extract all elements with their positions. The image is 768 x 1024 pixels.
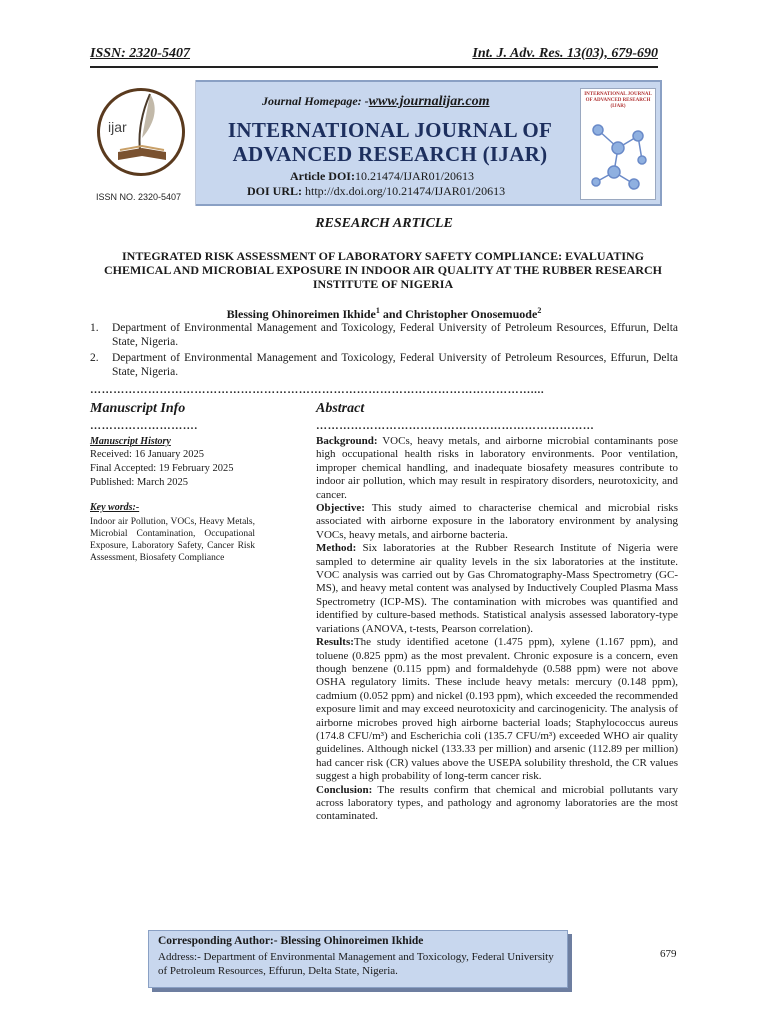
affiliation-number: 2. xyxy=(90,352,99,364)
corresponding-address: Address:- Department of Environmental Management and Toxicology, Federal University of Petroleum Resources, Effurun, Delta State, Nigeria. xyxy=(158,951,554,977)
doi-label: Article DOI: xyxy=(290,169,355,183)
method-text: Six laboratories at the Rubber Research Institute of Nigeria were sampled to determine air quality levels in the six laboratories at the institute. VOC analysis was carried out by Gas Chromatography-Mass Spectrometry (GC-MS), and heavy metal content was analysed by Inductively Coupled Plasma Mass Spectrometry (ICP-MS). The contamination with microbes was quantified and identified by culture-based methods. Statistical analysis assessed laboratory-type variations (ANOVA, t-tests, Pearson correlation). xyxy=(316,542,678,635)
issn-label: ISSN: 2320-5407 xyxy=(90,46,190,61)
received-date: Received: 16 January 2025 xyxy=(90,449,205,460)
affiliation-text: Department of Environmental Management and Toxicology, Federal University of Petroleum Resources, Effurun, Delta State, Nigeria. xyxy=(112,352,678,378)
manuscript-separator: ………………………. xyxy=(90,420,198,432)
homepage-link[interactable]: www.journalijar.com xyxy=(368,94,490,109)
objective-text: This study aimed to characterise chemical and microbial risks associated with airborne exposure in the laboratory environment by analysing VOCs, heavy metals, and airborne bacteria. xyxy=(316,502,678,541)
affiliation-2 xyxy=(90,351,678,379)
background-label: Background: xyxy=(316,435,378,447)
manuscript-info-heading: Manuscript Info xyxy=(90,401,186,416)
abstract-body xyxy=(316,435,678,824)
affiliation-number: 1. xyxy=(90,322,99,334)
keywords-label: Key words:- xyxy=(90,502,140,513)
logo-text: ijar xyxy=(108,119,127,135)
author-2: and Christopher Onosemuode xyxy=(379,307,538,321)
journal-homepage xyxy=(262,94,490,110)
abstract-conclusion xyxy=(316,784,678,824)
logo-issn: ISSN NO. 2320-5407 xyxy=(96,192,182,202)
article-doi xyxy=(290,169,474,184)
method-label: Method: xyxy=(316,542,357,555)
keywords: Indoor air Pollution, VOCs, Heavy Metals, Microbial Contamination, Occupational Exposure, Laboratory Safety, Cancer Risk Assessment, Biosafety Compliance xyxy=(90,517,255,563)
author-line xyxy=(0,306,768,322)
published-date: Published: March 2025 xyxy=(90,477,188,488)
background-text: VOCs, heavy metals, and airborne microbial contaminants pose high occupational health risks in laboratory environments. Poor ventilation, improper chemical handling, and inadequate biosafety measures contribute to indoor air pollution, which may result in respiratory disorders, neurotoxicity, and cancer. xyxy=(316,435,678,501)
journal-title-line2: ADVANCED RESEARCH (IJAR) xyxy=(232,142,548,166)
doi-value: 10.21474/IJAR01/20613 xyxy=(354,169,474,183)
article-title: INTEGRATED RISK ASSESSMENT OF LABORATORY SAFETY COMPLIANCE: EVALUATING CHEMICAL AND MICROBIAL EXPOSURE IN INDOOR AIR QUALITY AT THE RUBBER RESEARCH INSTITUTE OF NIGERIA xyxy=(104,249,662,291)
manuscript-history-label: Manuscript History xyxy=(90,436,171,447)
results-label: Results: xyxy=(316,636,354,649)
results-text: The study identified acetone (1.475 ppm), xylene (1.167 ppm), and toluene (0.825 ppm) as the most prevalent. Chronic exposure is a concern, even though benzene (0.115 ppm) and formaldehyde (0.588 ppm) were not above OSHA regulatory limits. These include heavy metals: mercury (0.148 ppm), cadmium (0.052 ppm) and nickel (0.193 ppm), which exceeded the recommended exposure limit and may exceed neurotoxicity and carcinogenicity. The analysis of airborne microbes proved high airborne bacterial loads; Staphylococcus aureus (174.8 CFU/m³) and Escherichia coli (135.7 CFU/m³) exceeded WHO air quality guidelines. Although nickel (133.33 per million) and arsenic (112.89 per million) had cancer risk (CR) values above the USEPA solubility threshold, the CR values suggest a high probability of long-term cancer risk. xyxy=(316,636,678,783)
abstract-separator: ……………………………………………………………… xyxy=(316,420,595,432)
article-type: RESEARCH ARTICLE xyxy=(315,216,453,231)
abstract-background xyxy=(316,435,678,502)
molecule-graphic-icon xyxy=(588,118,648,194)
doi-url-value[interactable]: http://dx.doi.org/10.21474/IJAR01/20613 xyxy=(305,184,506,198)
doi-url-label: DOI URL: xyxy=(247,184,303,198)
abstract-method xyxy=(316,542,678,636)
journal-title-line1: INTERNATIONAL JOURNAL OF xyxy=(227,118,553,142)
abstract-results xyxy=(316,636,678,783)
abstract-heading: Abstract xyxy=(316,401,365,416)
accepted-date: Final Accepted: 19 February 2025 xyxy=(90,463,234,474)
objective-label: Objective: xyxy=(316,502,365,515)
page-number: 679 xyxy=(660,948,677,960)
journal-citation: Int. J. Adv. Res. 13(03), 679-690 xyxy=(472,46,658,61)
homepage-label: Journal Homepage: - xyxy=(262,94,369,108)
doi-url xyxy=(247,184,505,199)
conclusion-text: The results confirm that chemical and microbial pollutants vary across laboratory types, and pathology and agronomy laboratories are the most contaminated. xyxy=(316,783,678,823)
affiliation-1 xyxy=(90,321,678,349)
cover-title: INTERNATIONAL JOURNAL OF ADVANCED RESEARCH (IJAR) xyxy=(584,92,652,109)
conclusion-label: Conclusion: xyxy=(316,783,373,796)
journal-title xyxy=(210,118,570,166)
section-separator: …………………………………………………………………………………………………….... xyxy=(90,384,545,396)
author-1-affil: 1 xyxy=(375,306,380,315)
author-2-affil: 2 xyxy=(537,306,542,315)
abstract-objective xyxy=(316,502,678,542)
corresponding-author: Corresponding Author:- Blessing Ohinoreimen Ikhide xyxy=(158,935,424,947)
affiliation-text: Department of Environmental Management and Toxicology, Federal University of Petroleum Resources, Effurun, Delta State, Nigeria. xyxy=(112,322,678,348)
header-rule xyxy=(90,66,658,68)
author-1: Blessing Ohinoreimen Ikhide xyxy=(226,307,376,321)
